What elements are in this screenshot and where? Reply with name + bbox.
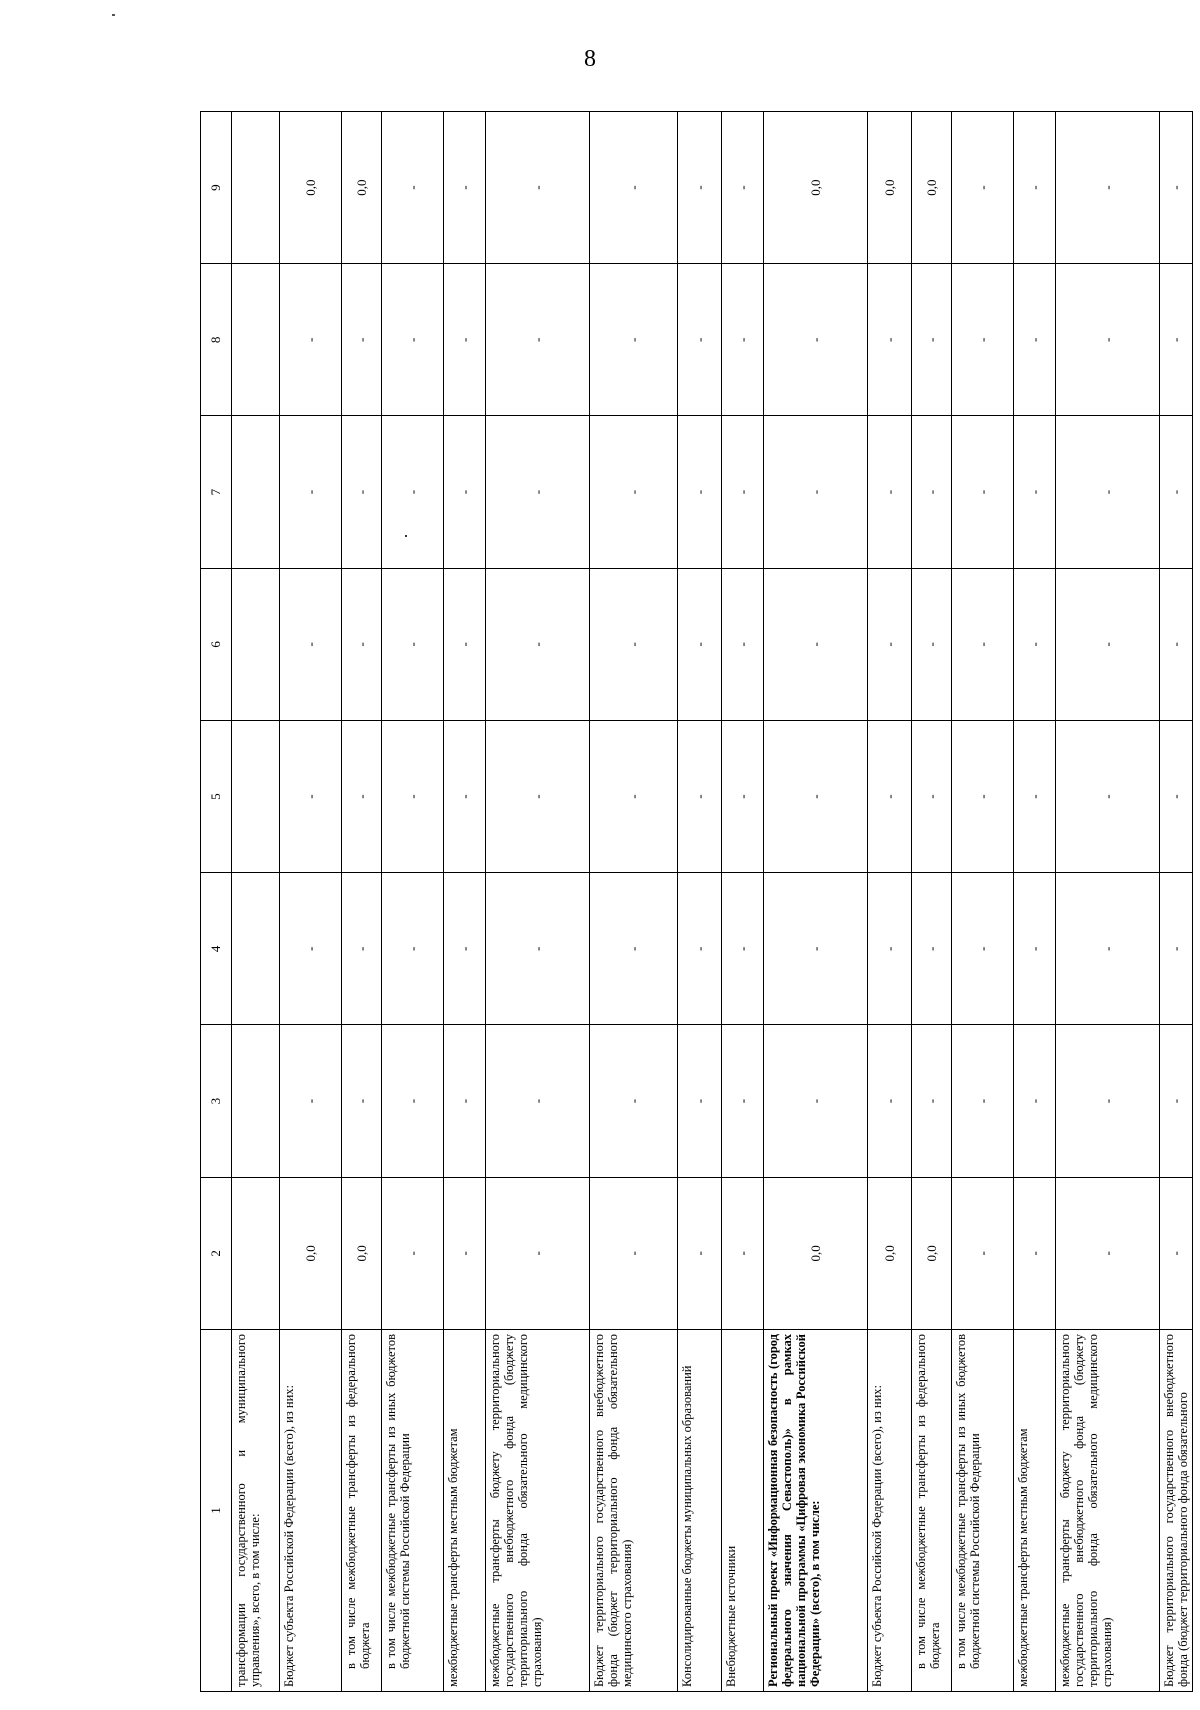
table-cell: - bbox=[1056, 264, 1160, 416]
table-cell: - bbox=[868, 568, 912, 720]
row-label: Бюджет территориального государственного внебюджетного фонда (бюджет территориального фонда обязательного bbox=[1160, 1330, 1193, 1692]
row-label: в том числе межбюджетные трансферты из федерального бюджета bbox=[342, 1330, 382, 1692]
table-cell: - bbox=[1014, 1177, 1056, 1329]
table-cell: 0,0 bbox=[868, 1177, 912, 1329]
column-header-9: 9 bbox=[201, 112, 232, 264]
column-header-6: 6 bbox=[201, 568, 232, 720]
table-cell: 0,0 bbox=[342, 112, 382, 264]
table-cell: - bbox=[382, 1177, 444, 1329]
table-cell: - bbox=[1014, 264, 1056, 416]
table-cell: 0,0 bbox=[280, 1177, 342, 1329]
table-cell: - bbox=[952, 568, 1014, 720]
table-cell: - bbox=[342, 264, 382, 416]
table-cell: - bbox=[280, 721, 342, 873]
table-cell: 0,0 bbox=[764, 1177, 868, 1329]
table-cell: - bbox=[1014, 112, 1056, 264]
table-cell: - bbox=[382, 112, 444, 264]
table-row bbox=[590, 112, 678, 1692]
table-cell: 0,0 bbox=[912, 1177, 952, 1329]
row-label: Внебюджетные источники bbox=[722, 1330, 764, 1692]
table-row bbox=[1014, 112, 1056, 1692]
table-cell: - bbox=[342, 721, 382, 873]
table-cell: - bbox=[382, 568, 444, 720]
table-cell: - bbox=[912, 1025, 952, 1177]
table-cell: - bbox=[1014, 1025, 1056, 1177]
table-cell: - bbox=[912, 873, 952, 1025]
table-cell: - bbox=[678, 112, 722, 264]
table-cell: - bbox=[912, 721, 952, 873]
table-cell: - bbox=[1160, 1177, 1193, 1329]
table-cell: - bbox=[590, 721, 678, 873]
row-label: межбюджетные трансферты местным бюджетам bbox=[444, 1330, 486, 1692]
table-cell: - bbox=[678, 264, 722, 416]
table-cell bbox=[232, 721, 280, 873]
table-row bbox=[342, 112, 382, 1692]
table-cell bbox=[232, 873, 280, 1025]
table-cell: - bbox=[678, 416, 722, 568]
table-cell: - bbox=[486, 568, 590, 720]
table-cell: - bbox=[280, 1025, 342, 1177]
table-cell: - bbox=[486, 721, 590, 873]
table-row bbox=[1056, 112, 1160, 1692]
table-cell: - bbox=[1056, 112, 1160, 264]
budget-table bbox=[200, 111, 1193, 1692]
table-cell: - bbox=[382, 264, 444, 416]
table-cell bbox=[232, 416, 280, 568]
page-number: 8 bbox=[584, 46, 596, 72]
table-cell bbox=[232, 1177, 280, 1329]
table-cell: - bbox=[868, 416, 912, 568]
table-cell: - bbox=[342, 1025, 382, 1177]
table-cell bbox=[232, 264, 280, 416]
table-cell: - bbox=[678, 1025, 722, 1177]
row-label: в том числе межбюджетные трансферты из иных бюджетов бюджетной системы Российской Федерации bbox=[952, 1330, 1014, 1692]
table-cell: - bbox=[764, 416, 868, 568]
table-cell bbox=[232, 568, 280, 720]
row-label: Бюджет субъекта Российской Федерации (всего), из них: bbox=[280, 1330, 342, 1692]
table-cell: - bbox=[868, 1025, 912, 1177]
table-cell: - bbox=[444, 416, 486, 568]
row-label: Региональный проект «Информационная безопасность (город федерального значения Севастополь)» в рамках национальной программы «Цифровая экономика Российской Федерации» (всего), в том числе: bbox=[764, 1330, 868, 1692]
table-cell: 0,0 bbox=[764, 112, 868, 264]
table-cell: - bbox=[952, 721, 1014, 873]
table-cell: - bbox=[444, 721, 486, 873]
row-label: межбюджетные трансферты бюджету территориального государственного внебюджетного фонда (бюджету территориального фонда обязательного медицинского страхования) bbox=[486, 1330, 590, 1692]
table-cell: - bbox=[280, 873, 342, 1025]
column-header-5: 5 bbox=[201, 721, 232, 873]
table-row bbox=[868, 112, 912, 1692]
table-cell: - bbox=[722, 264, 764, 416]
table-cell: - bbox=[590, 112, 678, 264]
table-cell: - bbox=[722, 112, 764, 264]
table-row bbox=[952, 112, 1014, 1692]
table-cell: - bbox=[678, 1177, 722, 1329]
table-cell: - bbox=[764, 264, 868, 416]
row-label: Бюджет территориального государственного внебюджетного фонда (бюджет территориального фонда обязательного медицинского страхования) bbox=[590, 1330, 678, 1692]
table-cell: - bbox=[486, 1177, 590, 1329]
table-cell: - bbox=[1160, 568, 1193, 720]
table-row bbox=[764, 112, 868, 1692]
table-row bbox=[912, 112, 952, 1692]
column-header-2: 2 bbox=[201, 1177, 232, 1329]
table-cell: - bbox=[764, 873, 868, 1025]
table-cell: - bbox=[678, 721, 722, 873]
table-cell: - bbox=[722, 721, 764, 873]
table-cell: - bbox=[486, 416, 590, 568]
rotated-table-wrapper bbox=[200, 112, 1190, 1692]
table-cell: - bbox=[382, 1025, 444, 1177]
column-header-1: 1 bbox=[201, 1330, 232, 1692]
table-cell: - bbox=[952, 112, 1014, 264]
table-cell: - bbox=[1056, 568, 1160, 720]
table-cell: - bbox=[342, 568, 382, 720]
table-cell: - bbox=[590, 1177, 678, 1329]
table-cell: - bbox=[912, 264, 952, 416]
table-cell: - bbox=[590, 568, 678, 720]
table-cell: - bbox=[486, 264, 590, 416]
table-cell: - bbox=[722, 1177, 764, 1329]
row-label: межбюджетные трансферты бюджету территориального государственного внебюджетного фонда (бюджету территориального фонда обязательного медицинского страхования) bbox=[1056, 1330, 1160, 1692]
table-cell: - bbox=[280, 264, 342, 416]
table-cell: - bbox=[722, 1025, 764, 1177]
table-cell: - bbox=[486, 1025, 590, 1177]
table-cell: - bbox=[1014, 568, 1056, 720]
table-cell: - bbox=[1056, 416, 1160, 568]
column-header-8: 8 bbox=[201, 264, 232, 416]
table-cell: - bbox=[280, 416, 342, 568]
table-row bbox=[382, 112, 444, 1692]
table-row bbox=[444, 112, 486, 1692]
table-cell: - bbox=[1160, 873, 1193, 1025]
table-cell: - bbox=[868, 264, 912, 416]
table-cell: - bbox=[486, 112, 590, 264]
table-cell: - bbox=[1056, 1177, 1160, 1329]
table-row bbox=[486, 112, 590, 1692]
table-cell: 0,0 bbox=[280, 112, 342, 264]
table-cell: 0,0 bbox=[342, 1177, 382, 1329]
table-cell: - bbox=[868, 873, 912, 1025]
table-cell: - bbox=[1056, 1025, 1160, 1177]
table-cell: - bbox=[590, 1025, 678, 1177]
table-cell: - bbox=[952, 873, 1014, 1025]
table-cell: - bbox=[764, 1025, 868, 1177]
table-cell: - bbox=[764, 568, 868, 720]
table-cell: - bbox=[952, 1025, 1014, 1177]
table-body bbox=[232, 112, 1193, 1692]
column-header-4: 4 bbox=[201, 873, 232, 1025]
column-header-7: 7 bbox=[201, 416, 232, 568]
table-cell: - bbox=[722, 416, 764, 568]
scan-artifact bbox=[112, 14, 115, 16]
table-cell: - bbox=[1160, 112, 1193, 264]
table-cell: 0,0 bbox=[912, 112, 952, 264]
table-cell: - bbox=[444, 264, 486, 416]
table-cell: - bbox=[1160, 721, 1193, 873]
table-cell: - bbox=[444, 112, 486, 264]
table-cell: - bbox=[486, 873, 590, 1025]
table-cell: - bbox=[952, 416, 1014, 568]
table-cell: - bbox=[1014, 873, 1056, 1025]
table-cell: - bbox=[764, 721, 868, 873]
table-cell: - bbox=[444, 873, 486, 1025]
table-cell: - bbox=[444, 568, 486, 720]
row-label: межбюджетные трансферты местным бюджетам bbox=[1014, 1330, 1056, 1692]
table-row bbox=[280, 112, 342, 1692]
table-cell: - bbox=[590, 416, 678, 568]
table-cell: - bbox=[912, 416, 952, 568]
table-cell: - bbox=[912, 568, 952, 720]
table-cell: - bbox=[382, 721, 444, 873]
table-cell: - bbox=[444, 1025, 486, 1177]
table-cell: - bbox=[722, 873, 764, 1025]
table-row bbox=[722, 112, 764, 1692]
table-cell: - bbox=[1160, 416, 1193, 568]
table-cell: 0,0 bbox=[868, 112, 912, 264]
column-header-3: 3 bbox=[201, 1025, 232, 1177]
table-header-row bbox=[201, 112, 232, 1692]
table-cell: - bbox=[1056, 721, 1160, 873]
table-cell: - bbox=[952, 1177, 1014, 1329]
row-label: Бюджет субъекта Российской Федерации (всего), из них: bbox=[868, 1330, 912, 1692]
table-row bbox=[678, 112, 722, 1692]
table-cell: - bbox=[1160, 264, 1193, 416]
table-cell: - bbox=[868, 721, 912, 873]
table-cell: - bbox=[952, 264, 1014, 416]
scan-artifact bbox=[405, 535, 407, 537]
table-cell: - bbox=[722, 568, 764, 720]
table-cell: - bbox=[678, 873, 722, 1025]
table-cell: - bbox=[678, 568, 722, 720]
table-cell: - bbox=[342, 416, 382, 568]
row-label: Консолидированные бюджеты муниципальных образований bbox=[678, 1330, 722, 1692]
table-cell bbox=[232, 1025, 280, 1177]
row-label: в том числе межбюджетные трансферты из иных бюджетов бюджетной системы Российской Федерации bbox=[382, 1330, 444, 1692]
table-row bbox=[1160, 112, 1193, 1692]
table-cell: - bbox=[1014, 416, 1056, 568]
row-label: трансформации государственного и муниципального управления», всего, в том числе: bbox=[232, 1330, 280, 1692]
table-cell: - bbox=[1160, 1025, 1193, 1177]
table-cell: - bbox=[382, 416, 444, 568]
table-cell bbox=[232, 112, 280, 264]
table-cell: - bbox=[382, 873, 444, 1025]
table-cell: - bbox=[1014, 721, 1056, 873]
table-cell: - bbox=[280, 568, 342, 720]
table-cell: - bbox=[342, 873, 382, 1025]
row-label: в том числе межбюджетные трансферты из федерального бюджета bbox=[912, 1330, 952, 1692]
table-cell: - bbox=[590, 873, 678, 1025]
table-cell: - bbox=[590, 264, 678, 416]
table-frame bbox=[200, 112, 1190, 1692]
table-cell: - bbox=[1056, 873, 1160, 1025]
table-row bbox=[232, 112, 280, 1692]
table-cell: - bbox=[444, 1177, 486, 1329]
